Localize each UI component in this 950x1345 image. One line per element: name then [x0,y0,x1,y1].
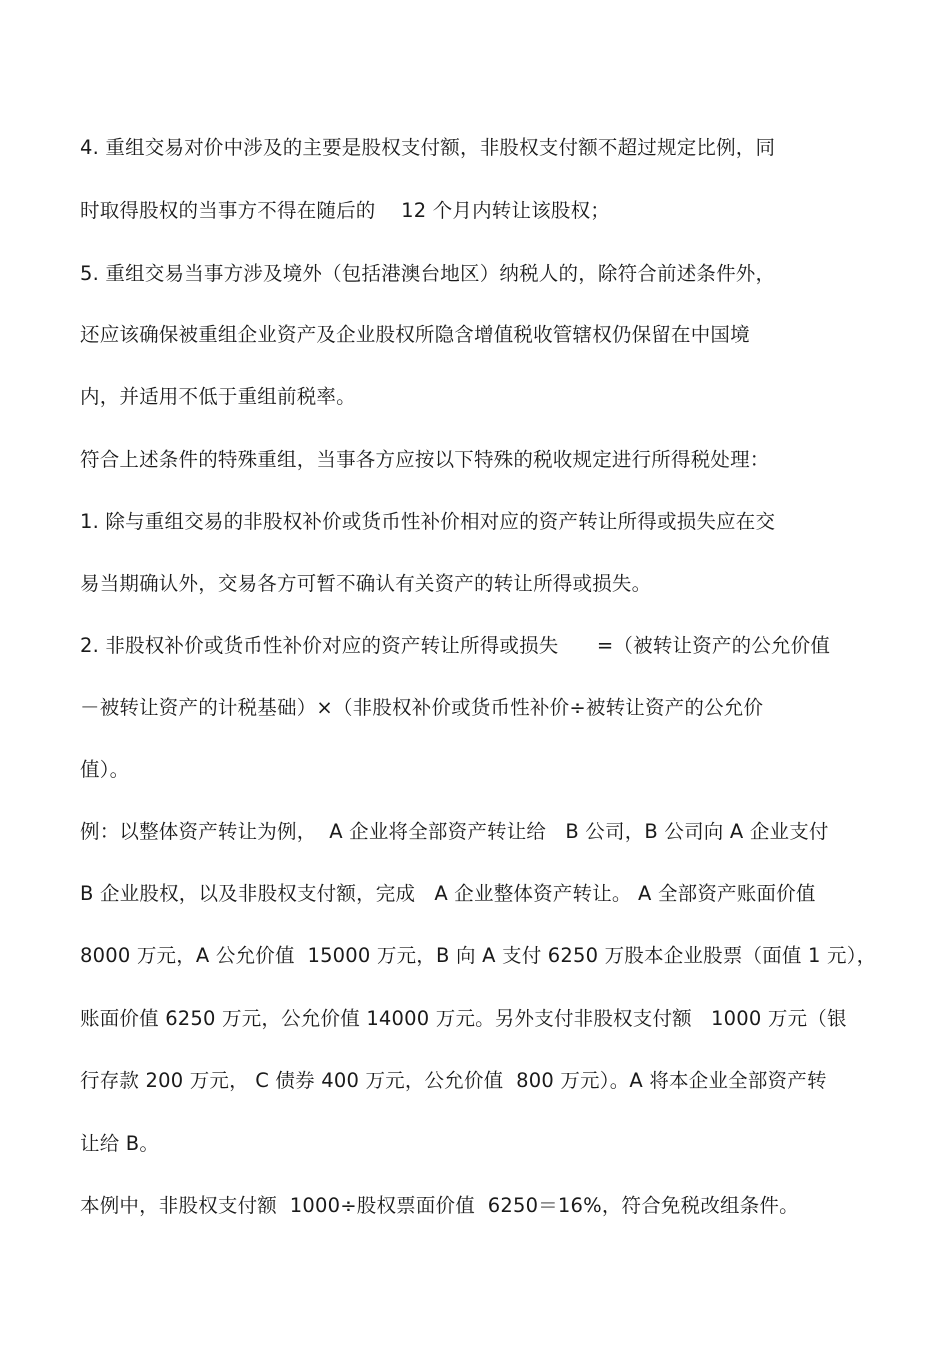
text-line: 时取得股权的当事方不得在随后的 12 个月内转让该股权； [80,199,611,222]
text-line: 5. 重组交易当事方涉及境外（包括港澳台地区）纳税人的，除符合前述条件外， [80,262,776,285]
text-line: 4. 重组交易对价中涉及的主要是股权支付额，非股权支付额不超过规定比例，同 [80,136,776,159]
text-line: 让给 B。 [80,1132,160,1155]
text-line: 符合上述条件的特殊重组，当事各方应按以下特殊的税收规定进行所得税处理： [80,448,770,471]
text-line: 账面价值 6250 万元，公允价值 14000 万元。另外支付非股权支付额 1000 万元（银 [80,1007,847,1030]
text-line: 例：以整体资产转让为例， A 企业将全部资产转让给 B 公司，B 公司向 A 企业支付 [80,820,829,843]
text-line: 还应该确保被重组企业资产及企业股权所隐含增值税收管辖权仍保留在中国境 [80,323,750,346]
text-line: B 企业股权，以及非股权支付额，完成 A 企业整体资产转让。 A 全部资产账面价值 [80,882,816,905]
text-line: 内，并适用不低于重组前税率。 [80,385,356,408]
text-line: 本例中，非股权支付额 1000÷股权票面价值 6250＝16%，符合免税改组条件。 [80,1194,799,1217]
text-line: 1. 除与重组交易的非股权补价或货币性补价相对应的资产转让所得或损失应在交 [80,510,776,533]
text-line: 行存款 200 万元， C 债券 400 万元，公允价值 800 万元）。A 将本企业全部资产转 [80,1069,827,1092]
text-line: 8000 万元，A 公允价值 15000 万元，B 向 A 支付 6250 万股本企业股票（面值 1 元）， [80,944,877,967]
text-line: 2. 非股权补价或货币性补价对应的资产转让所得或损失 =（被转让资产的公允价值 [80,634,831,657]
text-line: 易当期确认外，交易各方可暂不确认有关资产的转让所得或损失。 [80,572,652,595]
text-line: －被转让资产的计税基础）×（非股权补价或货币性补价÷被转让资产的公允价 [80,696,764,719]
text-line: 值）。 [80,758,130,781]
